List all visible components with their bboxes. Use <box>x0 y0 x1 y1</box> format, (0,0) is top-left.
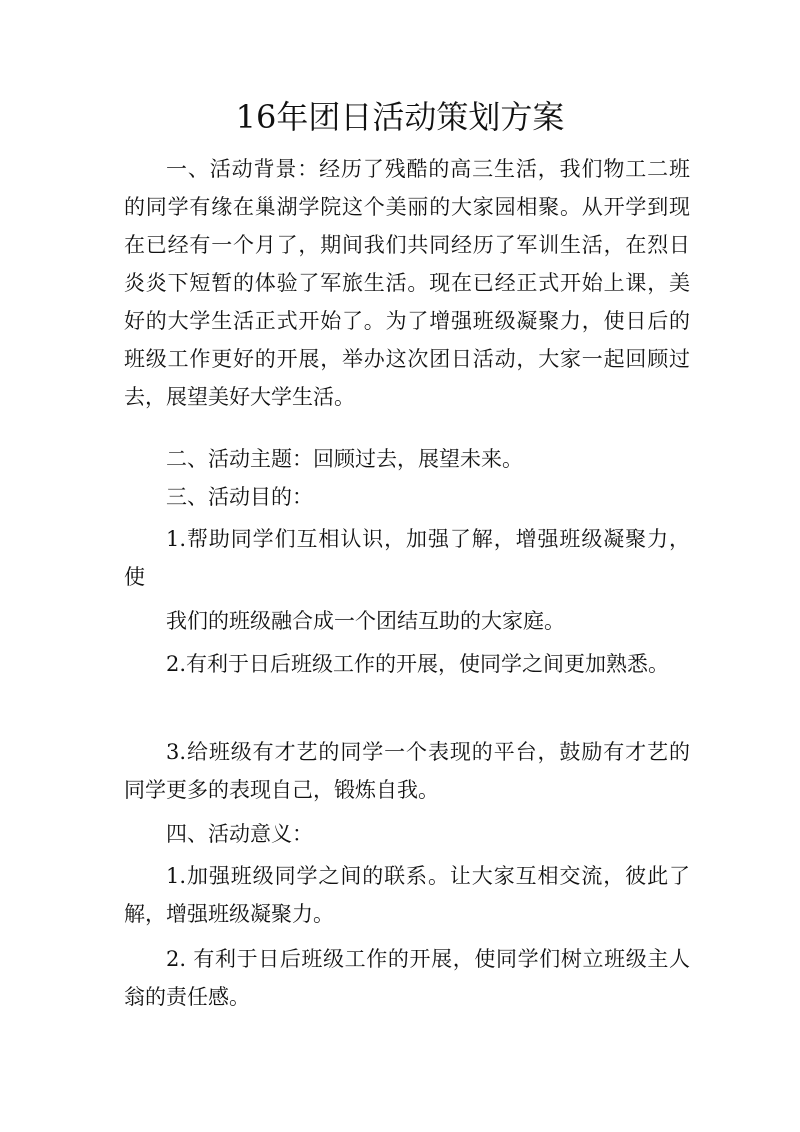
paragraph-purpose-1-cont: 我们的班级融合成一个团结互助的大家庭。 <box>166 609 565 633</box>
paragraph-meaning-heading: 四、活动意义： <box>166 822 313 846</box>
paragraph-purpose-3: 3.给班级有才艺的同学一个表现的平台，鼓励有才艺的同学更多的表现自己，锻炼自我。 <box>124 740 690 802</box>
paragraph-meaning-2: 2. 有利于日后班级工作的开展，使同学们树立班级主人翁的责任感。 <box>124 947 690 1009</box>
paragraph-purpose-heading: 三、活动目的： <box>166 485 313 509</box>
paragraph-theme: 二、活动主题：回顾过去，展望未来。 <box>166 447 523 471</box>
document-title: 16年团日活动策划方案 <box>235 98 565 136</box>
paragraph-purpose-1: 1.帮助同学们互相认识，加强了解，增强班级凝聚力，使 <box>124 527 690 589</box>
paragraph-meaning-1: 1.加强班级同学之间的联系。让大家互相交流，彼此了解，增强班级凝聚力。 <box>124 864 690 926</box>
paragraph-purpose-2: 2.有利于日后班级工作的开展，使同学之间更加熟悉。 <box>166 652 670 676</box>
paragraph-background: 一、活动背景：经历了残酷的高三生活，我们物工二班的同学有缘在巢湖学院这个美丽的大家园相聚。从开学到现在已经有一个月了，期间我们共同经历了军训生活，在烈日炎炎下短暂的体验了军旅生活。现在已经正式开始上课，美好的大学生活正式开始了。为了增强班级凝聚力，使日后的班级工作更好的开展，举办这次团日活动，大家一起回顾过去，展望美好大学生活。 <box>124 157 690 409</box>
